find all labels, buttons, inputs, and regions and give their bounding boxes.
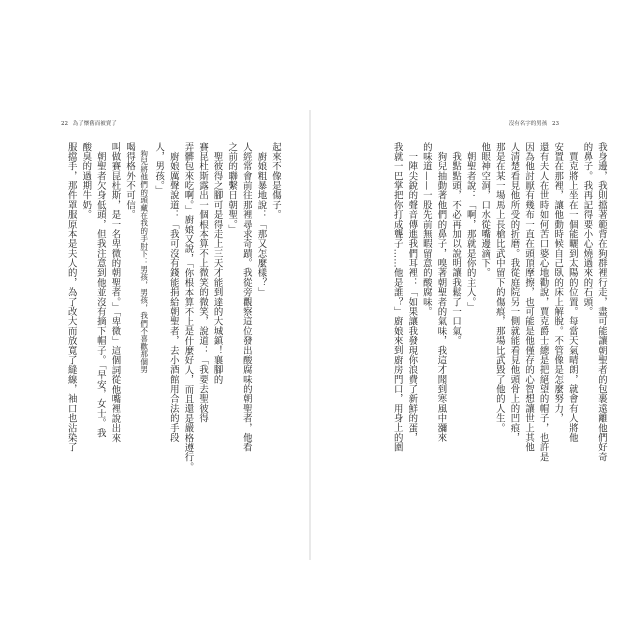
right-page-header — [509, 121, 562, 128]
text-column: 我就一巴掌把你打成聾子……他是誰？」廚娘來到廚房門口，用身上的圍 — [391, 142, 403, 453]
text-column: 他眼神空洞，口水從嘴邊滴下。 — [479, 142, 491, 278]
text-column: 叫做賽昆杜斯，是一名卑微的朝聖者。」「卑微」這個詞從他嘴裡說出來 — [109, 142, 121, 443]
text-column: 的味道——一股先前無暇留意的酸腐味。 — [420, 142, 432, 317]
text-column: 人清楚看見他所受的折磨。我從庭院另一側就能看見他頭骨上的凹痕， — [508, 142, 520, 443]
right-page-number: 23 — [552, 121, 559, 127]
left-running-title: 為了懷舊而被賣了 — [72, 121, 117, 127]
right-running-title: 沒有名字的男孩 — [508, 121, 548, 127]
text-column: 一陣尖銳的聲音傳進我們耳裡：「如果讓我發現你浪費了新鮮的蛋， — [406, 142, 418, 443]
left-page-header — [58, 121, 117, 128]
text-column: 還有夫人在世時如何苦口婆心地勸說，賈克爵士總是把絕望的帽子，也許是 — [537, 142, 549, 462]
text-column: 聖彼得之腳可是得走上三天才能到達的大城鎮！襄腳的 — [211, 142, 223, 385]
left-page-body — [14, 142, 282, 552]
text-column: 廚娘厲聲說道：「我可沒有錢能捐給朝聖者，去小酒館用合法的手段 — [167, 142, 179, 443]
text-column: 那是在某一場馬上長槍比武中留下的傷痕，那場比武毀了他的人生。 — [493, 142, 505, 433]
right-page-body — [340, 142, 608, 552]
text-column: 的鼻子。我再記得要小心燒過來的石頭。 — [581, 142, 593, 317]
text-column: 賈克將上坐在一個能曬到太陽的位置。每當天氣晴朗，就會有人將他 — [566, 142, 578, 443]
text-column: 酸臭的過期牛奶。 — [80, 142, 92, 220]
text-column: 狗兒抽動著他們的鼻子，嗅著朝聖者的氣味，我這才聞到寒風中瀰來 — [435, 142, 447, 443]
text-column: 朝聖者說：「啊，那就是你的主人。」 — [464, 142, 476, 312]
text-column: 安置在那裡，讓他動時候自己臥的床上解脫。不管像是怎麼努力， — [552, 142, 564, 424]
text-column: 人，男孩。」 — [153, 142, 165, 196]
text-column: 我身邊，我則擋著範背在狗群裡行走，盡可能讓朝聖者的包裹遠離他們好奇 — [596, 142, 607, 462]
text-column: 我點點頭，不必再加以說明讓我鬆了一口氣。 — [450, 142, 462, 346]
text-column: 起來不像是傷子。 — [270, 142, 281, 220]
text-column: 廚娘粗暴地說：「那又怎麼樣？」 — [255, 142, 267, 298]
text-column: 弄髒包來吃啊。」廚娘又說，「你根本算不上是什麼好人，而且還是嚴格遵行。 — [182, 142, 194, 472]
text-column: 狗兒將他們的頭藏在我的手肘下：男孩，男孩，我們不喜歡那個男 — [139, 142, 149, 373]
text-column: 之前的聯繫日朝聖。」 — [226, 142, 238, 235]
left-page-number: 22 — [61, 121, 68, 127]
text-column: 賽昆杜斯露出一個根本算不上微笑的微笑，說道：「我要去聖彼得 — [197, 142, 209, 424]
text-column: 人經常會前往那裡尋求奇蹟。我從旁觀察這位發出酸腐味的朝聖者，他看 — [240, 142, 252, 453]
text-column: 服擋手，那件罩服原本是夫人的，為了改大而放寬了縫線，袖口也沾染了 — [65, 142, 77, 453]
text-column: 喝得格外不可信。 — [124, 142, 136, 220]
text-column: 朝聖者欠身低頭，但我注意到他並沒有摘下帽子。「早安，女士。我 — [94, 142, 106, 438]
text-column: 因為他討厭有幾布一直在頭頂摩擦，也可能是他僅存的心智想讓世上其他 — [523, 142, 535, 453]
